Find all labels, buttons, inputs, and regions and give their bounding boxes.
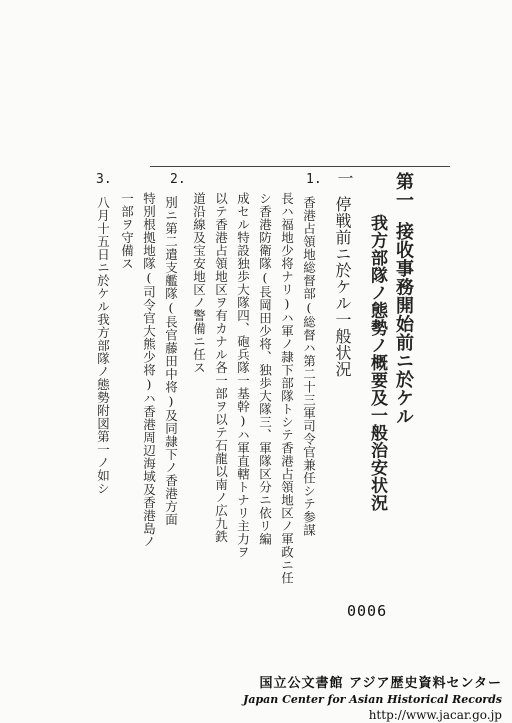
item-2-line-2: 特別根拠地隊(司令官大熊少将)ハ香港周辺海域及香港島ノ <box>141 192 157 548</box>
section-heading-column <box>336 170 352 187</box>
item-2-line-3: 一部ヲ守備ス <box>119 192 135 270</box>
section-text-column <box>334 196 350 378</box>
footer-url: http://www.jacar.go.jp <box>368 708 502 722</box>
section-heading: 一 <box>335 170 354 187</box>
title-text-column <box>393 222 414 426</box>
footer-org-en: Japan Center for Asian Historical Records <box>243 693 502 706</box>
item-1-line-2: 長ハ福地少将ナリ)ハ軍ノ隷下部隊トシテ香港占領地区ノ軍政ニ任 <box>279 192 295 585</box>
item-2-line-1: 別ニ第二遣支艦隊(長官藤田中将)及同隷下ノ香港方面 <box>163 196 179 526</box>
item-1-line-6: 道沿線及宝安地区ノ警備ニ任ス <box>191 192 207 374</box>
section-text: 停戦前ニ於ケル一般状況 <box>333 196 352 378</box>
subtitle-column <box>368 214 385 512</box>
item-1-number: 1. <box>306 172 322 187</box>
item-1-line-3: シ香港防衛隊(長岡田少将、独歩大隊三、軍隊区分ニ依リ編 <box>257 192 273 546</box>
item-3-number: 3. <box>96 172 112 187</box>
title-text: 接收事務開始前ニ於ケル <box>393 222 414 426</box>
item-1-line-1: 香港占領地総督部(総督ハ第二十三軍司令官兼任シテ参謀 <box>301 196 317 537</box>
subtitle: 我方部隊ノ態勢ノ概要及一般治安状況 <box>367 214 387 512</box>
title-heading: 第一 <box>393 172 414 209</box>
page-number: 0006 <box>347 602 388 620</box>
item-3-line-1: 八月十五日ニ於ケル我方部隊ノ態勢附図第一ノ如シ <box>95 196 111 495</box>
top-rule <box>150 166 450 167</box>
archive-footer <box>182 672 502 722</box>
footer-org-jp: 国立公文書館 アジア歴史資料センター <box>259 676 502 691</box>
item-1-line-4: 成セル特設独歩大隊四、砲兵隊一基幹)ハ軍直轄トナリ主力ヲ <box>235 192 251 559</box>
item-1-line-5: 以テ香港占領地区ヲ有カナル各一部ヲ以テ石龍以南ノ広九鉄 <box>213 192 229 543</box>
item-2-number: 2. <box>170 172 186 187</box>
